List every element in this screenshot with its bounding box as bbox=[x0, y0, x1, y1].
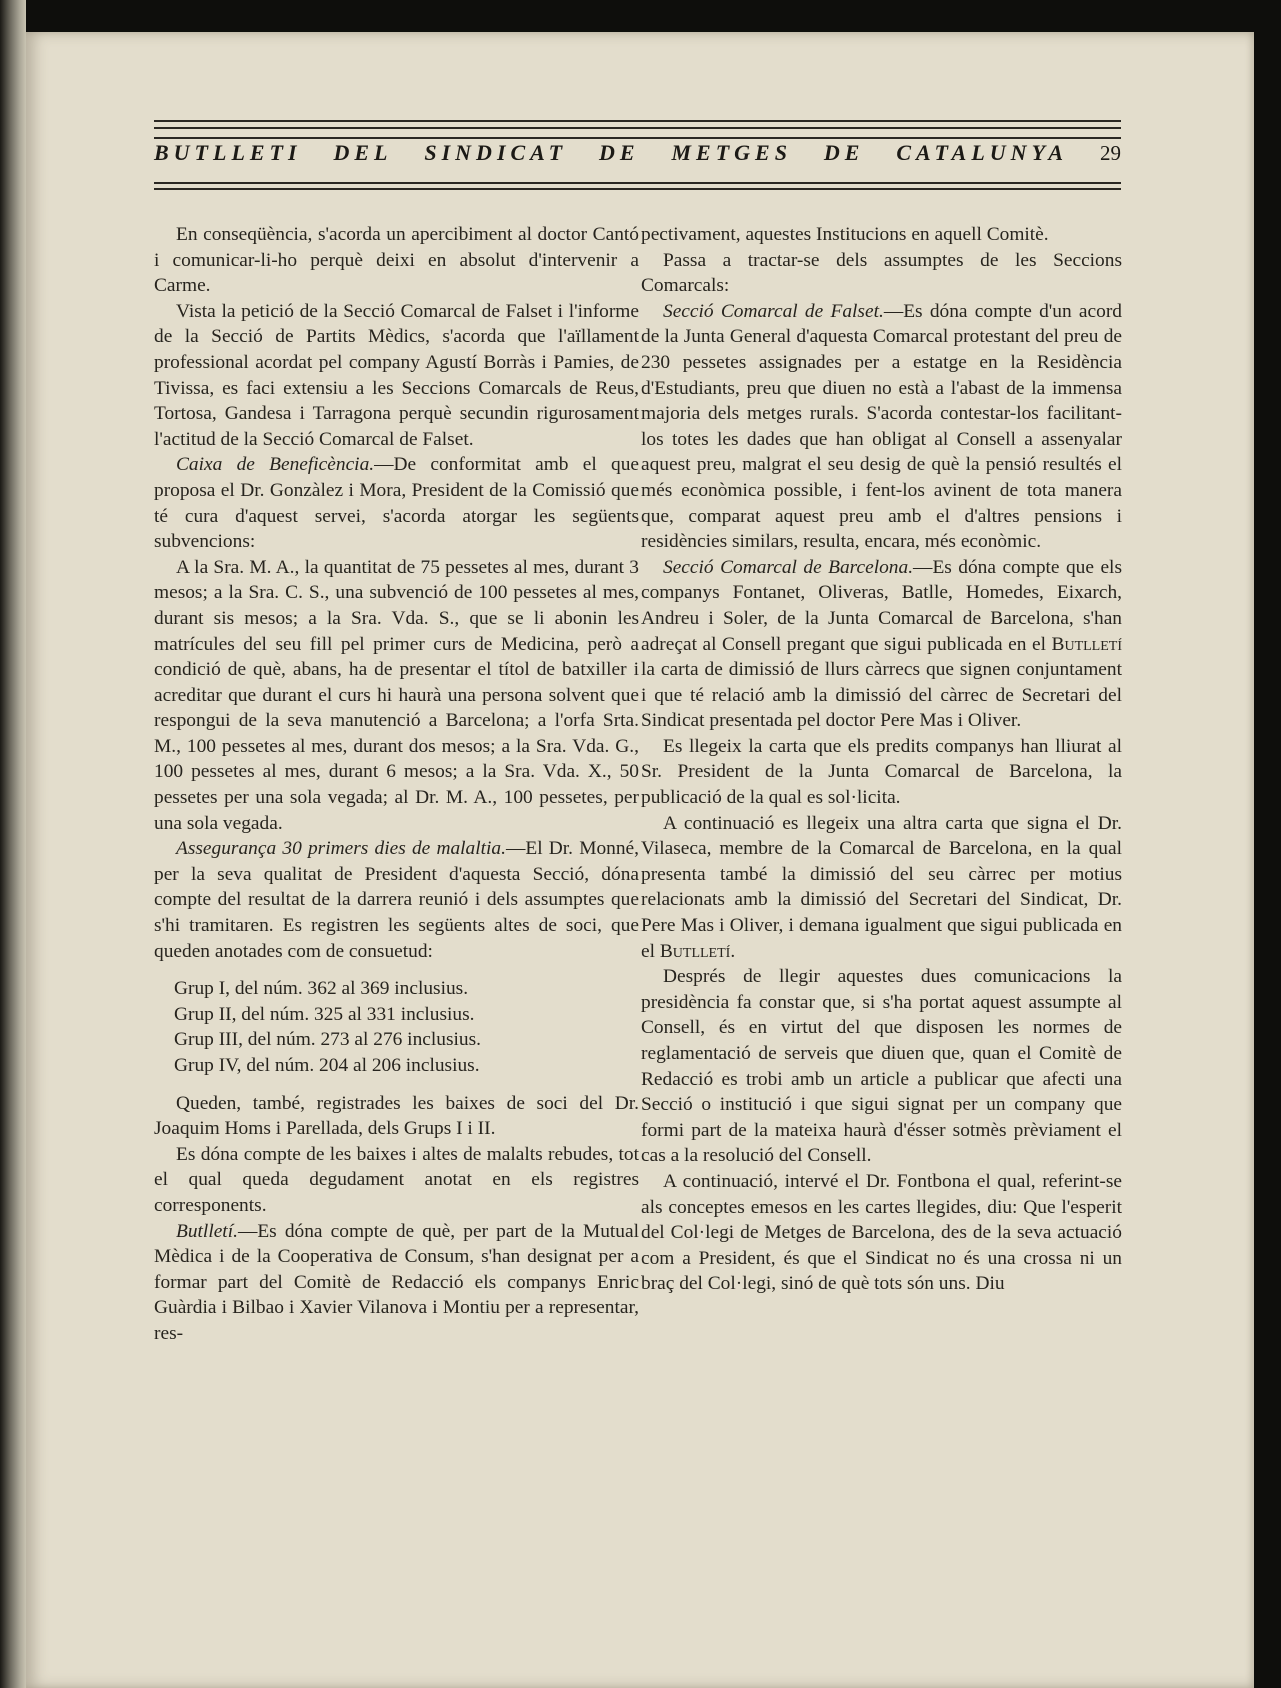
group-list-item: Grup II, del núm. 325 al 331 inclusius. bbox=[174, 1003, 475, 1025]
paragraph: A continuació, intervé el Dr. Fontbona el qual, referint-se als conceptes emesos en les cartes llegides, diu: Que l'esperit del Col·legi de Metges de Barcelona, des de la seva actuació com a President, és que el Sindicat no és una crossa ni un braç del Col·legi, sinó de què tots són uns. Diu bbox=[641, 1170, 1122, 1295]
paragraph-text: A continuació es llegeix una altra carta que signa el Dr. Vilaseca, membre de la Comarcal de Barcelona, en la qual presenta també la dimissió del seu càrrec per motius relacionats amb la dimissió del Secretari del Sindicat, Dr. Pere Mas i Oliver, i demana igualment que sigui publicada en el bbox=[641, 812, 1122, 962]
header-rule-top-3 bbox=[154, 137, 1121, 139]
paragraph: Després de llegir aquestes dues comunicacions la presidència fa constar que, si s'ha portat aquest assumpte al Consell, és en virtut del que disposen les normes de reglamentació de serveis que diuen que, quan el Comitè de Redacció es trobi amb un article a publicar que afecti una Secció o institució i que sigui signat per un company que formi part de la mateixa haurà d'ésser sotmès prèviament el cas a la resolució del Consell. bbox=[641, 966, 1122, 1167]
paragraph-text: la carta de dimissió de llurs càrrecs que signen conjuntament i que té relació amb la dimissió del càrrec de Secretari del Sindicat presentada pel doctor Pere Mas i Oliver. bbox=[641, 659, 1122, 732]
paragraph-text: . bbox=[730, 940, 736, 962]
butlleti-smallcaps: Butlletí bbox=[1051, 633, 1122, 655]
header-rule-top-2 bbox=[154, 127, 1121, 129]
header-word: CATALUNYA bbox=[896, 140, 1069, 165]
group-list-item: Grup IV, del núm. 204 al 206 inclusius. bbox=[174, 1055, 480, 1076]
header-word: BUTLLETI bbox=[154, 140, 302, 165]
paragraph bbox=[641, 555, 1122, 734]
group-list bbox=[174, 976, 639, 1078]
section-title: Caixa de Beneficència. bbox=[176, 454, 375, 476]
butlleti-smallcaps: Butlletí bbox=[659, 940, 731, 962]
section-title: Secció Comarcal de Barcelona. bbox=[663, 556, 914, 578]
header-rule-bottom bbox=[154, 182, 1121, 184]
paragraph-text: —Es dóna compte d'un acord de la Junta General d'aquesta Comarcal protestant del preu de 230 pessetes assignades per a estatge en la Residència d'Estudiants, preu que diuen no està a l'abast de la immensa majoria dels metges rurals. S'acorda contestar-los facilitant-los totes les dades que han obligat al Consell a assenyalar aquest preu, malgrat el seu desig de què la pensió resultés el més econòmica possible, i fent-los avinent de tota manera que, comparat aquest preu amb el d'altres pensions i residències similars, resulta, encara, més econòmic. bbox=[641, 300, 1122, 553]
group-list-item: Grup III, del núm. 273 al 276 inclusius. bbox=[174, 1029, 481, 1051]
book-gutter-edge bbox=[0, 0, 26, 1688]
paragraph: Es dóna compte de les baixes i altes de malalts rebudes, tot el qual queda degudament anotat en els registres corresponents. bbox=[154, 1143, 639, 1216]
header-word: DE bbox=[599, 140, 640, 165]
header-word: SINDICAT bbox=[424, 140, 568, 165]
left-column bbox=[154, 222, 639, 1347]
paragraph-text: —Es dóna compte que els companys Fontanet, Oliveras, Batlle, Homedes, Eixarch, Andreu i Soler, de la Junta Comarcal de Barcelona, s'han adreçat al Consell pregant que sigui publicada en el bbox=[641, 556, 1122, 655]
right-column bbox=[641, 222, 1122, 1297]
paragraph: Queden, també, registrades les baixes de soci del Dr. Joaquim Homs i Parellada, dels Grups I i II. bbox=[154, 1092, 639, 1140]
section-title: Assegurança 30 primers dies de malaltia. bbox=[176, 838, 506, 860]
header-rule-bottom-2 bbox=[154, 188, 1121, 190]
paragraph-text: —De conformitat amb el que proposa el Dr. Gonzàlez i Mora, President de la Comissió que té cura d'aquest servei, s'acorda atorgar les següents subvencions: bbox=[154, 454, 639, 553]
section-title: Secció Comarcal de Falset. bbox=[663, 300, 884, 322]
section-title: Butlletí. bbox=[176, 1220, 238, 1242]
paragraph bbox=[154, 452, 639, 554]
paragraph-text: —Es dóna compte de què, per part de la Mutual Mèdica i de la Cooperativa de Consum, s'han designat per a formar part del Comitè de Redacció els companys Enric Guàrdia i Bilbao i Xavier Vilanova i Montiu per a representar, res- bbox=[154, 1220, 639, 1344]
header-word: METGES bbox=[671, 140, 792, 165]
paragraph bbox=[154, 836, 639, 964]
paragraph: Vista la petició de la Secció Comarcal de Falset i l'informe de la Secció de Partits Mèdics, s'acorda que l'aïllament professional acordat pel company Agustí Borràs i Pamies, de Tivissa, es faci extensiu a les Seccions Comarcals de Reus, Tortosa, Gandesa i Tarragona perquè secundin rigurosament l'actitud de la Secció Comarcal de Falset. bbox=[154, 300, 639, 450]
header-word: DEL bbox=[333, 140, 393, 165]
paragraph bbox=[154, 1219, 639, 1347]
header-word: DE bbox=[823, 140, 865, 165]
paragraph: Es llegeix la carta que els predits companys han lliurat al Sr. President de la Junta Comarcal de Barcelona, la publicació de la qual es sol·licita. bbox=[641, 735, 1122, 809]
paragraph bbox=[641, 299, 1122, 555]
paragraph-text: —El Dr. Monné, per la seva qualitat de President d'aquesta Secció, dóna compte del resultat de la darrera reunió i dels assumptes que s'hi tramitaren. Es registren les següents altes de soci, que queden anotades com de consuetud: bbox=[154, 838, 640, 962]
paragraph: En conseqüència, s'acorda un apercibiment al doctor Cantó i comunicar-li-ho perquè deixi en absolut d'intervenir a Carme. bbox=[154, 224, 639, 297]
group-list-item: Grup I, del núm. 362 al 369 inclusius. bbox=[174, 978, 469, 1000]
paragraph bbox=[641, 811, 1122, 965]
paragraph: Passa a tractar-se dels assumptes de les Seccions Comarcals: bbox=[641, 249, 1122, 297]
document-page bbox=[26, 32, 1254, 1688]
running-header bbox=[154, 140, 1121, 180]
header-rule-top bbox=[154, 120, 1121, 122]
paragraph: A la Sra. M. A., la quantitat de 75 pessetes al mes, durant 3 mesos; a la Sra. C. S., una subvenció de 100 pessetes al mes, durant sis mesos; a la Sra. Vda. S., que se li abonin les matrícules del seu fill pel primer curs de Medicina, però a condició de què, abans, ha de presentar el títol de batxiller i acreditar que durant el curs hi haurà una persona solvent que respongui de la seva manutenció a Barcelona; a l'orfa Srta. M., 100 pessetes al mes, durant dos mesos; a la Sra. Vda. G., 100 pessetes al mes, durant 6 mesos; a la Sra. Vda. X., 50 pessetes per una sola vegada; al Dr. M. A., 100 pessetes, per una sola vegada. bbox=[154, 556, 639, 834]
paragraph: pectivament, aquestes Institucions en aquell Comitè. bbox=[641, 224, 1049, 245]
page-number: 29 bbox=[1099, 141, 1121, 165]
